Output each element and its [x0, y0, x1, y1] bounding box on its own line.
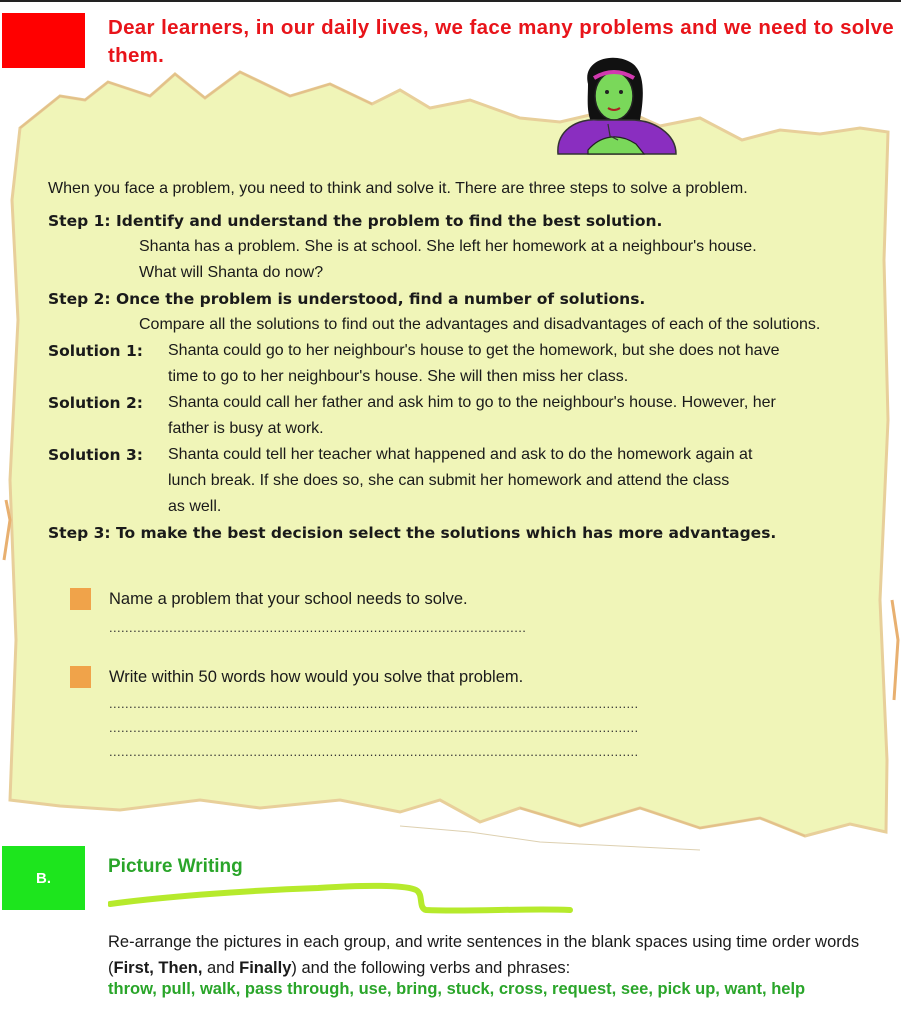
task-1-text: Name a problem that your school needs to solve.: [109, 590, 468, 608]
solution-1: [48, 338, 888, 390]
step-1-text-line-1: Shanta has a problem. She is at school. She left her homework at a neighbour's house.: [139, 238, 757, 255]
step-3-heading: Step 3: To make the best decision select the solutions which has more advantages.: [48, 524, 777, 542]
instruction-part-2: ) and the following verbs and phrases:: [291, 959, 571, 977]
solution-2-label: Solution 2:: [48, 394, 143, 412]
solution-2-line-2: father is busy at work.: [168, 420, 324, 437]
orange-bullet-icon: [70, 588, 91, 610]
solution-1-label: Solution 1:: [48, 342, 143, 360]
girl-illustration: [548, 54, 680, 160]
step-2-text: Compare all the solutions to find out the advantages and disadvantages of each of the solutions.: [139, 316, 821, 333]
word-finally: Finally: [239, 959, 292, 977]
answer-line-3[interactable]: ....................................................................................................................................: [109, 720, 639, 735]
solution-2-text: [168, 390, 888, 442]
solution-3-text: [168, 442, 888, 520]
instruction-and: and: [202, 959, 240, 977]
verb-list: throw, pull, walk, pass through, use, bring, stuck, cross, request, see, pick up, want, help: [108, 980, 806, 998]
solution-1-text: [168, 338, 888, 390]
solution-2: [48, 390, 888, 442]
solution-3-label: Solution 3:: [48, 446, 143, 464]
answer-line-2[interactable]: ....................................................................................................................................: [109, 696, 639, 711]
task-2-text: Write within 50 words how would you solve that problem.: [109, 668, 524, 686]
green-swoosh: [108, 880, 578, 916]
instruction-part-1: Re-arrange the pictures in each group, and write sentences in the blank spaces using time order words (: [108, 933, 860, 977]
task-1: [70, 588, 468, 610]
solution-3: [48, 442, 888, 520]
section-b-badge: [2, 846, 85, 910]
step-1-heading: Step 1: Identify and understand the problem to find the best solution.: [48, 212, 663, 230]
word-first-then: First, Then,: [113, 959, 203, 977]
answer-line-1[interactable]: ........................................................................................................: [109, 620, 527, 635]
solution-3-line-2: lunch break. If she does so, she can submit her homework and attend the class: [168, 472, 730, 489]
solution-3-line-1: Shanta could tell her teacher what happened and ask to do the homework again at: [168, 446, 753, 463]
solution-3-line-3: as well.: [168, 498, 222, 515]
solution-1-line-1: Shanta could go to her neighbour's house to get the homework, but she does not have: [168, 342, 780, 359]
section-b-instruction: [108, 929, 894, 981]
answer-line-4[interactable]: ....................................................................................................................................: [109, 744, 639, 759]
panel-content: [48, 176, 888, 546]
section-b-title: Picture Writing: [108, 856, 243, 877]
section-b-letter: B.: [36, 869, 51, 887]
solution-1-line-2: time to go to her neighbour's house. She will then miss her class.: [168, 368, 629, 385]
solution-2-line-1: Shanta could call her father and ask him to go to the neighbour's house. However, her: [168, 394, 776, 411]
step-1-text-line-2: What will Shanta do now?: [139, 264, 324, 281]
orange-bullet-icon: [70, 666, 91, 688]
lead-text: When you face a problem, you need to think and solve it. There are three steps to solve a problem.: [48, 180, 748, 197]
task-2: [70, 666, 523, 688]
intro-text: Dear learners, in our daily lives, we face many problems and we need to solve them.: [108, 16, 894, 67]
step-2-heading: Step 2: Once the problem is understood, find a number of solutions.: [48, 290, 646, 308]
